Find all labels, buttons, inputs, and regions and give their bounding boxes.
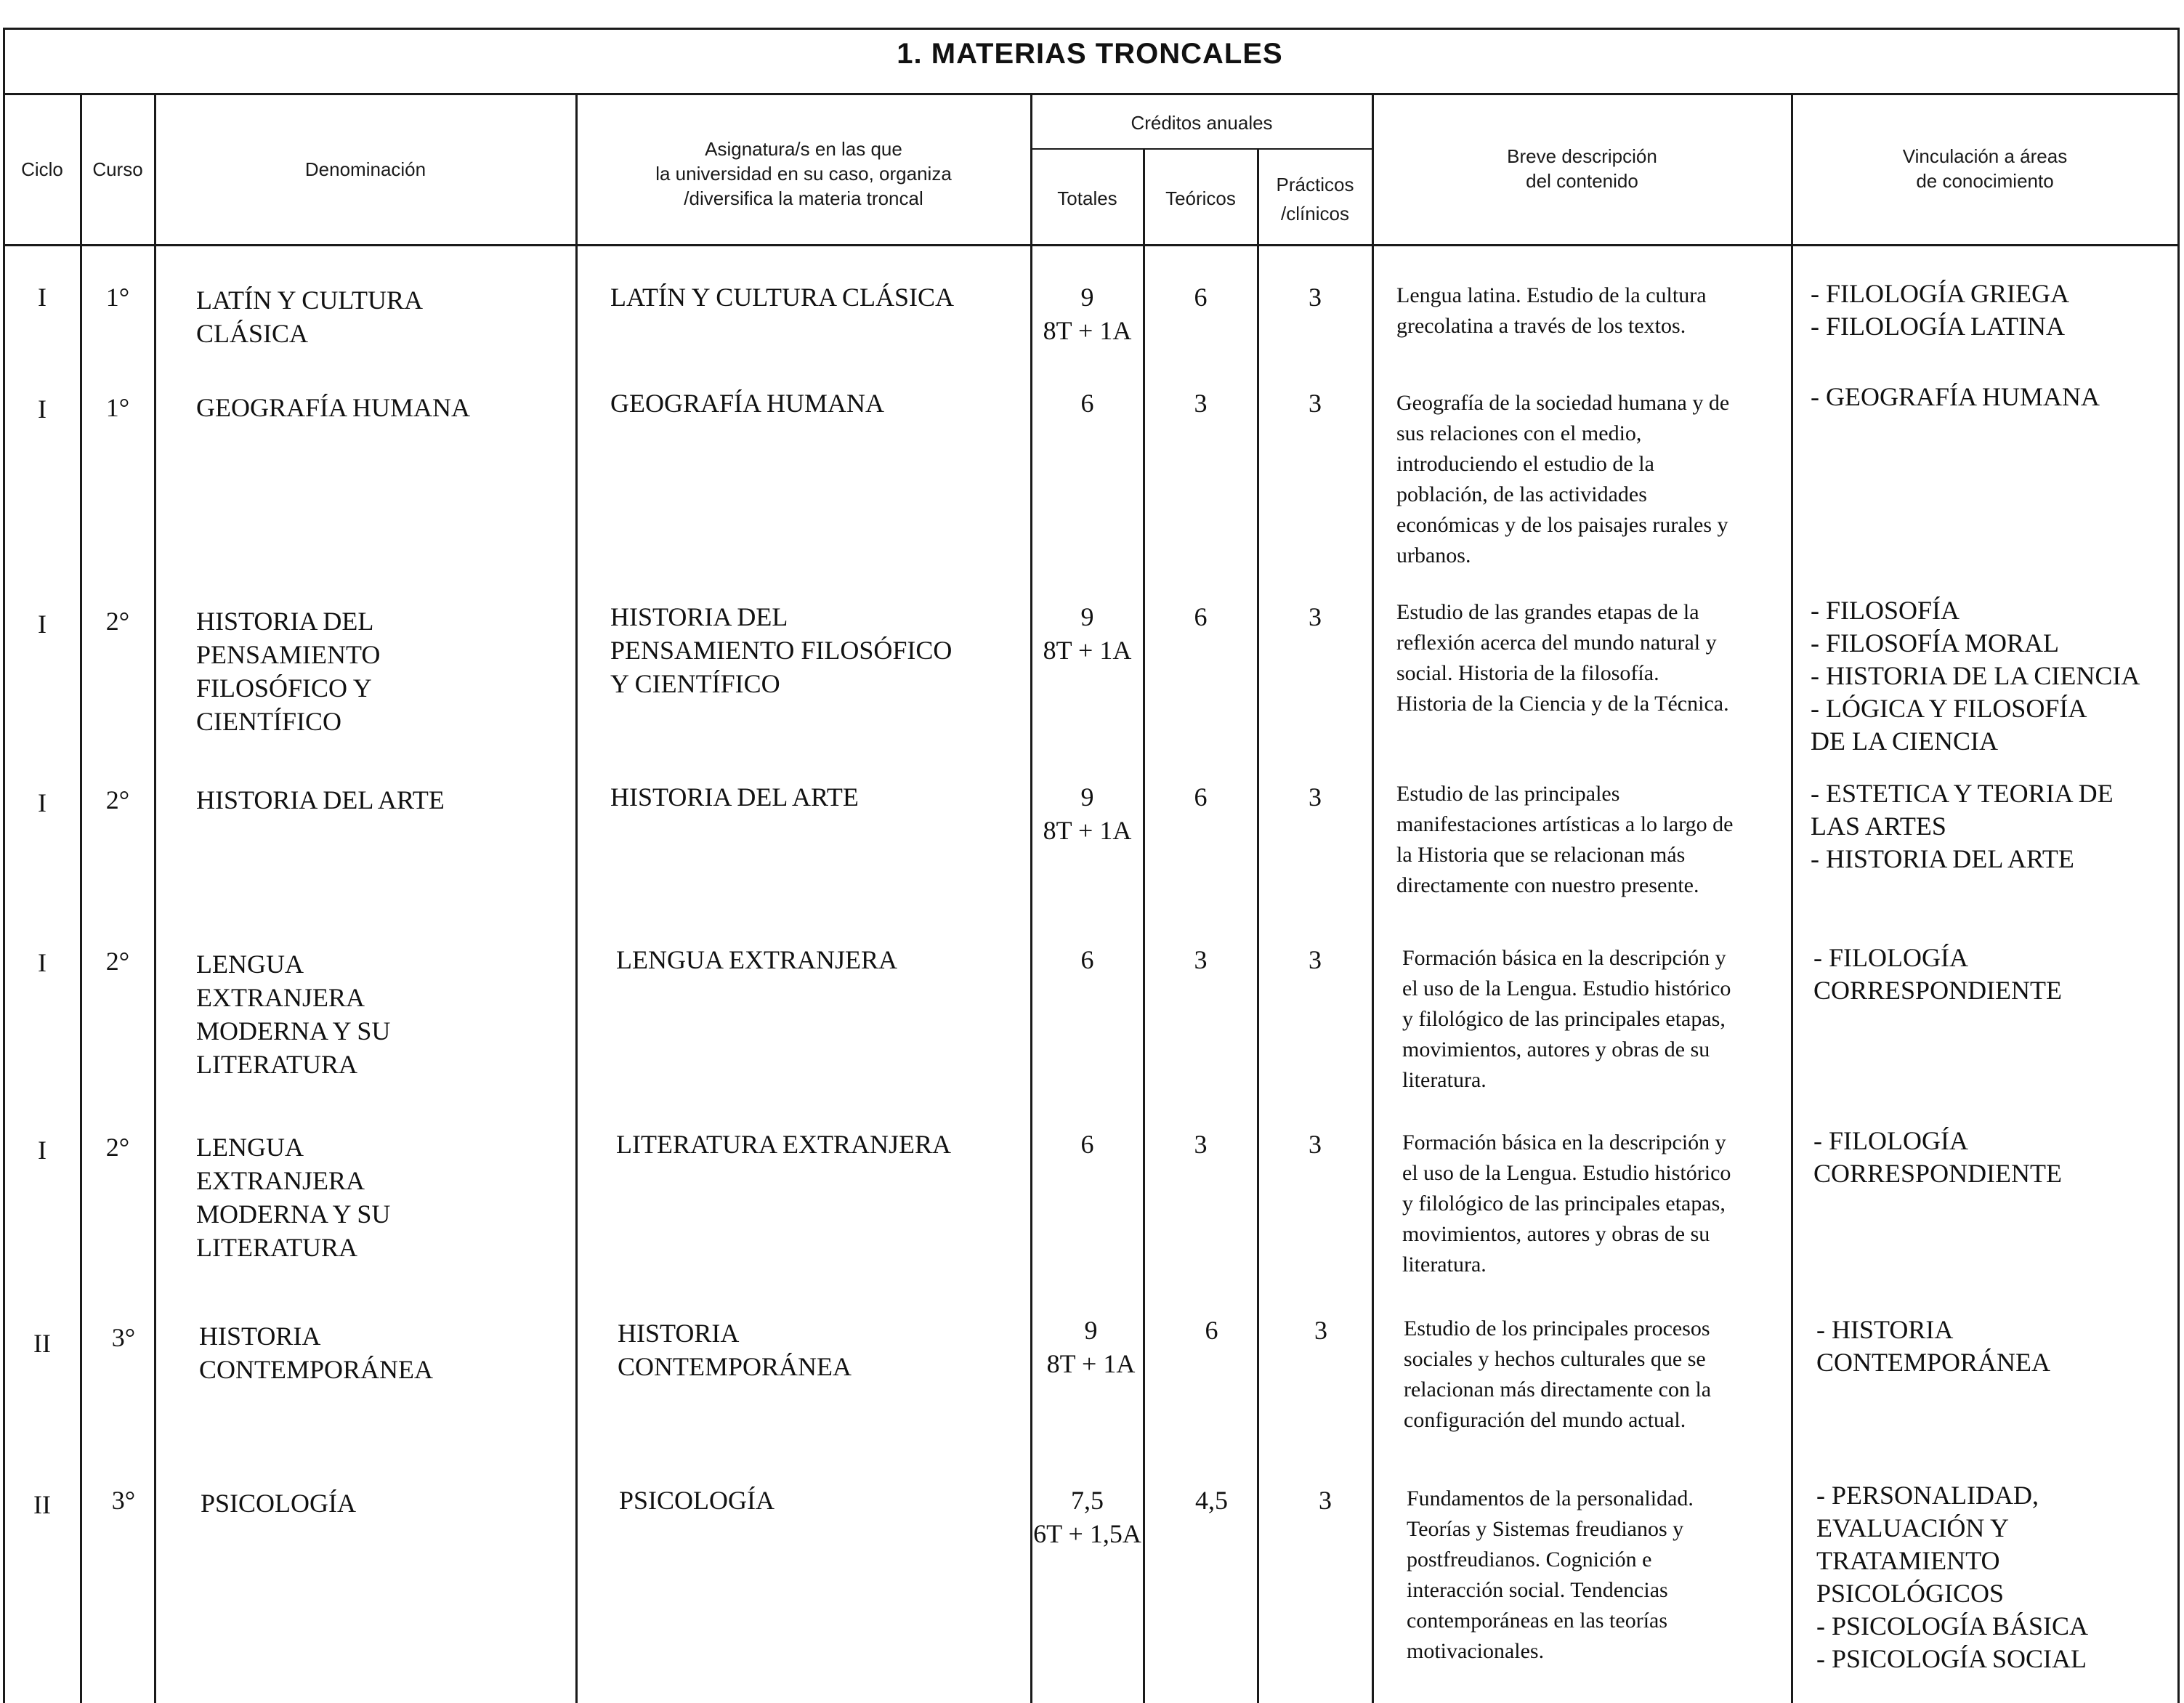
row3-ciclo: I [38,610,46,639]
row3-curso: 2° [105,607,130,636]
row3-asignatura: HISTORIA DEL PENSAMIENTO FILOSÓFICO Y CIENTÍFICO [610,602,953,698]
row6-vinculacion: - FILOLOGÍA CORRESPONDIENTE [1813,1126,2063,1188]
row4-denominacion: HISTORIA DEL ARTE [196,785,445,814]
table-right-border [2177,28,2180,1703]
credits-header-divider [1030,148,1372,150]
row6-curso: 2° [105,1133,130,1162]
row7-teoricos: 6 [1205,1316,1218,1345]
row3-denominacion: HISTORIA DEL PENSAMIENTO FILOSÓFICO Y CIENTÍFICO [196,607,381,736]
row8-teoricos: 4,5 [1195,1486,1228,1515]
row2-descripcion: Geografía de la sociedad humana y de sus relaciones con el medio, introduciendo el estudio de la población, de las actividades económicas y de los paisajes rurales y urbanos. [1396,391,1730,567]
row1-denominacion: LATÍN Y CULTURA CLÁSICA [196,286,423,348]
row1-curso: 1° [105,283,130,312]
col-divider-descripcion [1791,93,1793,1703]
row5-practicos: 3 [1309,945,1322,974]
row2-vinculacion: - GEOGRAFÍA HUMANA [1811,382,2100,411]
header-curso: Curso [92,158,143,180]
row8-curso: 3° [111,1486,136,1515]
header-practicos: Prácticos /clínicos [1276,174,1354,224]
row6-totales: 6 [1080,1130,1094,1159]
row4-asignatura: HISTORIA DEL ARTE [610,782,859,812]
col-divider-curso [154,93,156,1703]
row1-teoricos: 6 [1194,283,1208,312]
row6-descripcion: Formación básica en la descripción y el uso de la Lengua. Estudio histórico y filológico de las principales etapas, movimientos, autores y obras de su literatura. [1402,1130,1731,1277]
row5-totales: 6 [1080,945,1094,974]
table-left-border [3,28,5,1703]
row7-descripcion: Estudio de los principales procesos sociales y hechos culturales que se relacionan más directamente con la configuración del mundo actual. [1404,1316,1712,1432]
row8-totales: 7,5 6T + 1,5A [1033,1486,1141,1548]
row7-denominacion: HISTORIA CONTEMPORÁNEA [199,1322,434,1384]
row5-denominacion: LENGUA EXTRANJERA MODERNA Y SU LITERATURA [196,950,391,1079]
row3-vinculacion: - FILOSOFÍA - FILOSOFÍA MORAL - HISTORIA DE LA CIENCIA - LÓGICA Y FILOSOFÍA DE LA CIENCIA [1811,596,2140,756]
header-denominacion: Denominación [304,158,426,180]
row7-asignatura: HISTORIA CONTEMPORÁNEA [618,1319,852,1381]
header-teoricos: Teóricos [1165,187,1236,209]
row5-ciclo: I [38,948,46,977]
row4-descripcion: Estudio de las principales manifestaciones artísticas a lo largo de la Historia que se relacionan más directamente con nuestro presente. [1396,782,1734,897]
title-bottom-border [3,93,2180,95]
row8-ciclo: II [33,1490,51,1519]
row7-totales: 9 8T + 1A [1046,1316,1136,1378]
row2-denominacion: GEOGRAFÍA HUMANA [196,393,471,422]
row7-ciclo: II [33,1329,51,1358]
row3-totales: 9 8T + 1A [1043,602,1132,665]
header-bottom-border [3,244,2180,246]
row5-teoricos: 3 [1194,945,1208,974]
row7-curso: 3° [111,1323,136,1352]
row4-ciclo: I [38,788,46,817]
table-top-border [3,28,2180,30]
row5-vinculacion: - FILOLOGÍA CORRESPONDIENTE [1813,943,2063,1005]
row8-practicos: 3 [1319,1486,1332,1515]
row4-vinculacion: - ESTETICA Y TEORIA DE LAS ARTES - HISTORIA DEL ARTE [1811,779,2114,873]
row2-curso: 1° [105,393,130,422]
row5-descripcion: Formación básica en la descripción y el uso de la Lengua. Estudio histórico y filológico de las principales etapas, movimientos, autores y obras de su literatura. [1402,946,1731,1092]
row7-practicos: 3 [1314,1316,1327,1345]
row8-descripcion: Fundamentos de la personalidad. Teorías y Sistemas freudianos y postfreudianos. Cognición e interacción social. Tendencias contemporáneas en las teorías motivacionales. [1407,1486,1694,1663]
row6-teoricos: 3 [1194,1130,1208,1159]
row1-ciclo: I [38,283,46,312]
row4-curso: 2° [105,785,130,814]
col-divider-practicos [1372,93,1374,1703]
row1-practicos: 3 [1309,283,1322,312]
row2-practicos: 3 [1309,389,1322,418]
header-asignatura: Asignatura/s en las que la universidad en su caso, organiza /diversifica la materia troncal [655,138,952,209]
row2-ciclo: I [38,395,46,424]
col-divider-totales [1143,148,1145,1703]
row2-asignatura: GEOGRAFÍA HUMANA [610,389,885,418]
row1-totales: 9 8T + 1A [1043,283,1132,345]
col-divider-teoricos [1257,148,1259,1703]
row6-asignatura: LITERATURA EXTRANJERA [616,1130,951,1159]
row4-totales: 9 8T + 1A [1043,782,1132,845]
row1-vinculacion: - FILOLOGÍA GRIEGA - FILOLOGÍA LATINA [1811,279,2069,341]
row1-descripcion: Lengua latina. Estudio de la cultura grecolatina a través de los textos. [1396,283,1707,338]
header-totales: Totales [1057,187,1117,209]
row3-practicos: 3 [1309,602,1322,631]
row7-vinculacion: - HISTORIA CONTEMPORÁNEA [1816,1315,2051,1377]
row3-descripcion: Estudio de las grandes etapas de la reflexión acerca del mundo natural y social. Historia de la filosofía. Historia de la Ciencia y de la Técnica. [1396,600,1729,716]
row5-asignatura: LENGUA EXTRANJERA [616,945,897,974]
row2-totales: 6 [1080,389,1094,418]
col-divider-ciclo [80,93,82,1703]
row8-denominacion: PSICOLOGÍA [201,1489,357,1518]
row8-vinculacion: - PERSONALIDAD, EVALUACIÓN Y TRATAMIENTO PSICOLÓGICOS - PSICOLOGÍA BÁSICA - PSICOLOGÍA SOCIAL [1816,1481,2089,1673]
row8-asignatura: PSICOLOGÍA [619,1486,775,1515]
row6-practicos: 3 [1309,1130,1322,1159]
row4-practicos: 3 [1309,782,1322,812]
row6-denominacion: LENGUA EXTRANJERA MODERNA Y SU LITERATURA [196,1133,391,1262]
row6-ciclo: I [38,1136,46,1165]
row2-teoricos: 3 [1194,389,1208,418]
row3-teoricos: 6 [1194,602,1208,631]
page-title: 1. MATERIAS TRONCALES [897,38,1283,70]
row4-teoricos: 6 [1194,782,1208,812]
header-creditos-anuales: Créditos anuales [1131,112,1273,134]
col-divider-denominacion [575,93,578,1703]
header-vinculacion: Vinculación a áreas de conocimiento [1902,145,2068,192]
header-ciclo: Ciclo [21,158,63,180]
row1-asignatura: LATÍN Y CULTURA CLÁSICA [610,283,955,312]
header-descripcion: Breve descripción del contenido [1507,145,1657,192]
row5-curso: 2° [105,947,130,976]
